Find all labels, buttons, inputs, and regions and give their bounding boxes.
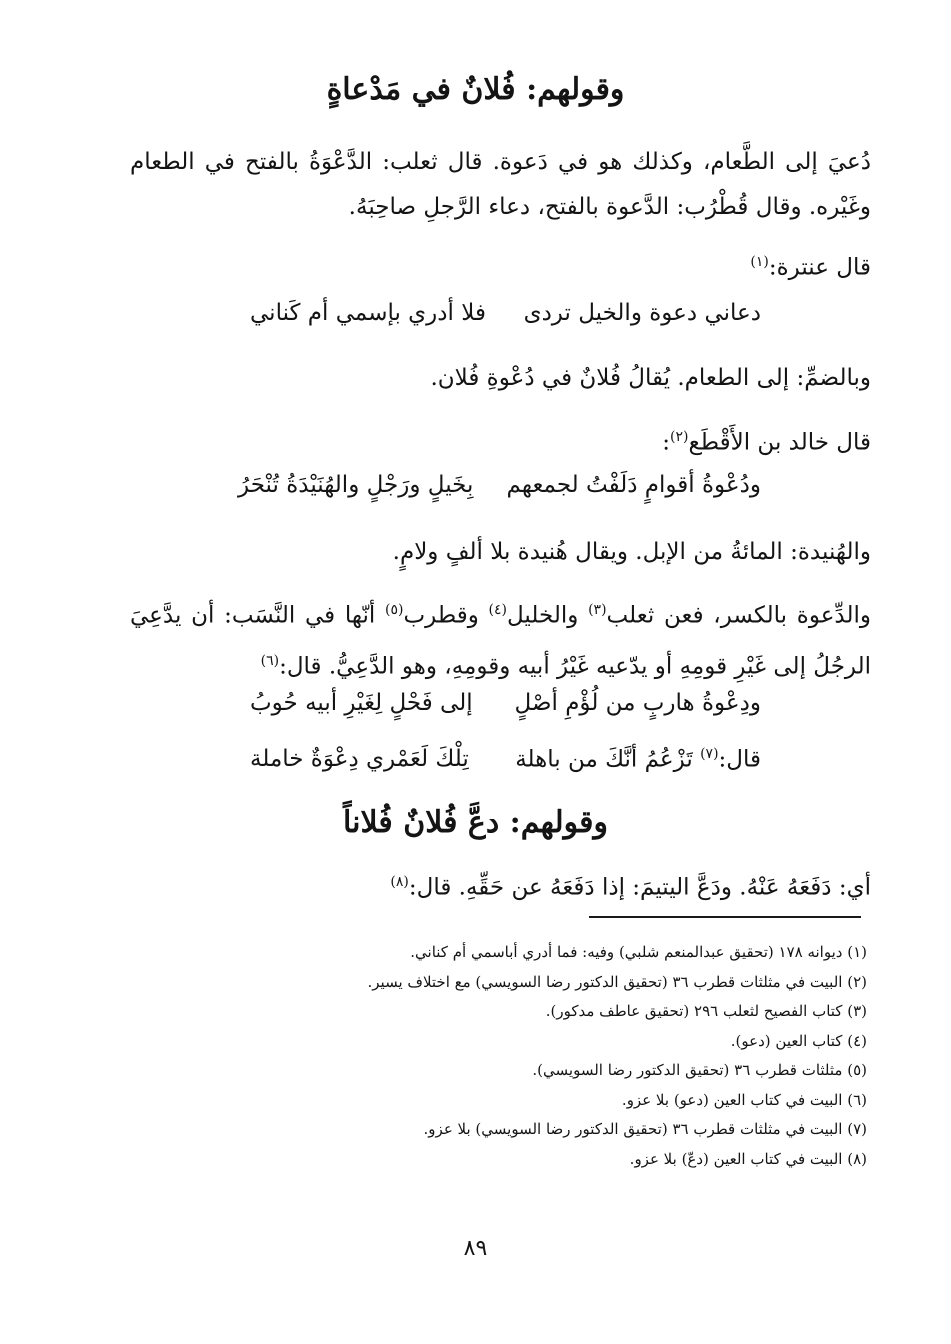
antara-intro xyxy=(750,240,871,291)
footnote-8: (٨) البيت في كتاب العين (دعّ) بلا عزو. xyxy=(629,1149,867,1168)
verse-3-second-hemistich: إلى فَحْلٍ لِغَيْرِ أبيه حُوبُ xyxy=(250,690,473,716)
section-heading-1: وقولهم: فُلانٌ في مَدْعاةٍ xyxy=(326,72,625,107)
page-number: ٨٩ xyxy=(463,1236,488,1261)
footnote-ref-1: (١) xyxy=(750,254,769,270)
section-heading-2: وقولهم: دعَّ فُلانٌ فُلاناً xyxy=(343,805,608,840)
paragraph-5-text: أي: دَفَعَهُ عَنْهُ. ودَعَّ اليتيمَ: إذا دَفَعَهُ عن حَقِّهِ. قال: xyxy=(408,874,871,901)
paragraph-4-part-d: أنّها في النَّسَب: أن يدَّعِيَ الرجُلُ إلى غَيْرِ قومِهِ أو يدّعيه غَيْرُ أبيه وقومِهِ، وهو الدَّعِيُّ. قال: xyxy=(130,602,871,680)
verse-4 xyxy=(0,746,951,786)
paragraph-2: وبالضمِّ: إلى الطعام. يُقالُ فُلانٌ في دُعْوةِ فُلان. xyxy=(430,365,871,391)
footnote-7: (٧) البيت في مثلثات قطرب ٣٦ (تحقيق الدكتور رضا السويسي) بلا عزو. xyxy=(423,1120,867,1138)
footnote-ref-4: (٤) xyxy=(488,602,508,618)
paragraph-4-part-b: والخليل xyxy=(507,602,589,629)
footnote-1: (١) ديوانه ١٧٨ (تحقيق عبدالمنعم شلبي) وفيه: فما أدري أباسمي أم كناني. xyxy=(410,943,867,961)
footnote-4: (٤) كتاب العين (دعو). xyxy=(730,1031,867,1050)
footnote-ref-6: (٦) xyxy=(260,652,280,669)
footnote-separator xyxy=(589,916,861,918)
verse-3 xyxy=(0,690,951,730)
verse-1-first-hemistich: دعاني دعوة والخيل تردى xyxy=(523,300,761,326)
verse-4-second-hemistich: تِلْكَ لَعَمْري دِعْوَةٌ خاملة xyxy=(250,746,469,772)
verse-1-second-hemistich: فلا أدري بإسمي أم كَناني xyxy=(250,300,486,326)
verse-2-second-hemistich: بِخَيلٍ ورَجْلٍ والهُنَيْدَةُ تُنْحَرُ xyxy=(238,472,474,498)
khalid-colon: : xyxy=(662,429,671,456)
paragraph-4 xyxy=(130,588,871,689)
footnote-ref-5: (٥) xyxy=(385,602,404,618)
footnote-ref-2: (٢) xyxy=(670,429,689,445)
khalid-intro-text: قال خالد بن الأَقْطَع xyxy=(688,429,871,456)
verse-1 xyxy=(0,300,951,340)
paragraph-1: دُعيَ إلى الطَّعام، وكذلك هو في دَعوة. قال ثعلب: الدَّعْوَةُ بالفتح في الطعام وغَيْره. وقال قُطْرُب: الدَّعوة بالفتح، دعاء الرَّجلِ صاحِبَهُ. xyxy=(130,149,871,220)
verse-2-first-hemistich: ودُعْوةُ أقوامٍ دَلَفْتُ لجمعهم xyxy=(506,472,761,498)
footnote-6: (٦) البيت في كتاب العين (دعو) بلا عزو. xyxy=(621,1090,867,1109)
footnote-5: (٥) مثلثات قطرب ٣٦ (تحقيق الدكتور رضا السويسي). xyxy=(532,1061,867,1079)
paragraph-3: والهُنيدة: المائةُ من الإبل. ويقال هُنيدة بلا ألفٍ ولامٍ. xyxy=(392,539,871,565)
footnotes xyxy=(368,938,867,1174)
footnote-ref-8: (٨) xyxy=(390,874,409,890)
footnote-2: (٢) البيت في مثلثات قطرب ٣٦ (تحقيق الدكتور رضا السويسي) مع اختلاف يسير. xyxy=(367,972,867,991)
antara-intro-text: قال عنترة: xyxy=(768,254,871,281)
paragraph-4-part-c: وقطرب xyxy=(403,602,489,629)
verse-4-first-text: تَزْعُمُ أنَّكَ من باهلة xyxy=(515,746,701,773)
footnote-ref-7: (٧) xyxy=(700,746,719,762)
paragraph-4-part-a: والدِّعوة بالكسر، فعن ثعلب xyxy=(606,602,872,629)
paragraph-5 xyxy=(390,860,871,911)
footnote-3: (٣) كتاب الفصيح لثعلب ٢٩٦ (تحقيق عاطف مدكور). xyxy=(545,1002,867,1020)
khalid-intro xyxy=(662,415,871,466)
footnote-ref-3: (٣) xyxy=(588,602,607,618)
verse-4-prefix: قال: xyxy=(718,746,761,773)
verse-2 xyxy=(0,472,951,512)
verse-4-first-hemistich xyxy=(515,746,761,773)
verse-3-first-hemistich: ودِعْوةُ هاربٍ من لُؤْمِ أصْلٍ xyxy=(514,690,761,716)
